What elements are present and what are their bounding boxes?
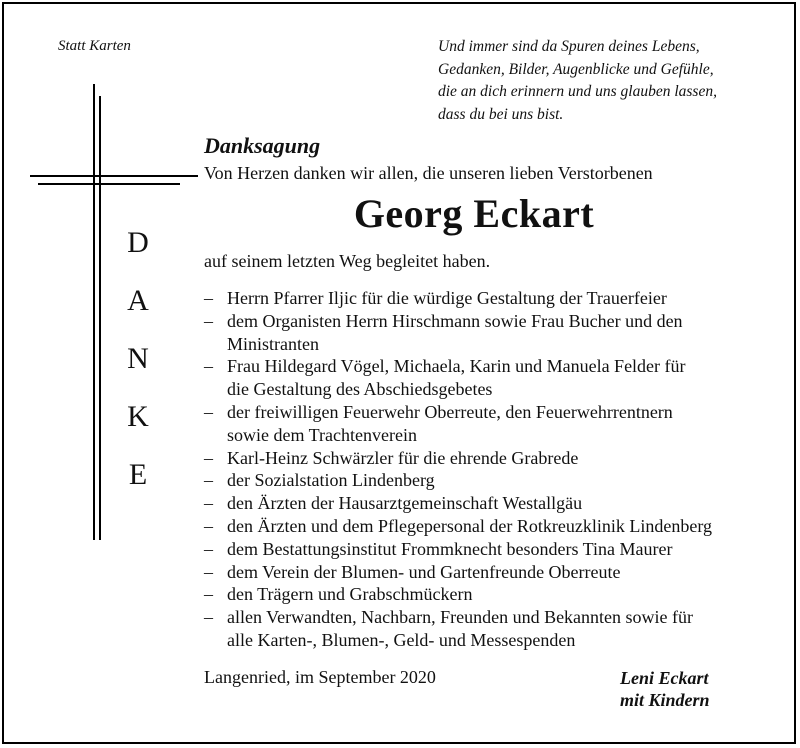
place-date: Langenried, im September 2020: [204, 667, 436, 687]
list-dash: –: [204, 607, 213, 628]
deceased-name: Georg Eckart: [353, 191, 595, 236]
list-dash: –: [204, 288, 213, 308]
poem: [438, 36, 717, 126]
poem-line: Und immer sind da Spuren deines Lebens,: [438, 38, 700, 55]
list-dash: –: [204, 561, 213, 582]
cross-horizontal-line: [38, 183, 180, 185]
list-dash: –: [204, 470, 213, 491]
list-item-line: Karl-Heinz Schwärzler für die ehrende Grabrede: [227, 447, 579, 468]
list-item: [204, 583, 774, 606]
list-item: [204, 447, 774, 470]
list-item-line: Herrn Pfarrer Iljic für die würdige Gestaltung der Trauerfeier: [227, 288, 667, 308]
list-item: [204, 492, 774, 515]
danke-letter: N: [127, 342, 149, 375]
list-item: [204, 538, 774, 561]
statt-karten-note: Statt Karten: [58, 38, 131, 54]
list-dash: –: [204, 447, 213, 468]
poem-line: die an dich erinnern und uns glauben lassen,: [438, 83, 717, 100]
list-item-line: den Trägern und Grabschmückern: [227, 584, 473, 605]
list-item: [204, 310, 774, 356]
list-item-line: der Sozialstation Lindenberg: [227, 470, 435, 491]
heading-danksagung: Danksagung: [204, 133, 321, 158]
list-item-line: sowie dem Trachtenverein: [227, 424, 417, 445]
cross-vertical-line: [93, 84, 95, 540]
cross-vertical-line: [99, 96, 101, 540]
list-item: [204, 606, 774, 652]
list-dash: –: [204, 538, 213, 559]
cross-horizontal-line: [30, 175, 198, 177]
list-item-line: den Ärzten der Hausarztgemeinschaft Westallgäu: [227, 493, 583, 514]
list-item-line: der freiwilligen Feuerwehr Oberreute, den Feuerwehrrentnern: [227, 401, 673, 422]
signature: [620, 667, 710, 711]
list-item-line: die Gestaltung des Abschiedsgebetes: [227, 379, 493, 400]
list-dash: –: [204, 515, 213, 536]
after-name-text: auf seinem letzten Weg begleitet haben.: [204, 251, 491, 271]
poem-line: Gedanken, Bilder, Augenblicke und Gefühle,: [438, 60, 714, 78]
list-item-line: Ministranten: [227, 333, 319, 354]
list-item-line: dem Bestattungsinstitut Frommknecht besonders Tina Maurer: [227, 538, 673, 559]
list-item-line: den Ärzten und dem Pflegepersonal der Rotkreuzklinik Lindenberg: [227, 515, 713, 536]
list-item: [204, 515, 774, 538]
list-dash: –: [204, 584, 213, 605]
list-item: [204, 401, 774, 447]
list-dash: –: [204, 356, 213, 377]
intro-text: Von Herzen danken wir allen, die unseren lieben Verstorbenen: [204, 163, 653, 183]
list-item: [204, 561, 774, 584]
list-item-line: Frau Hildegard Vögel, Michaela, Karin und Manuela Felder für: [227, 356, 686, 377]
signature-line: mit Kindern: [620, 690, 710, 710]
signature-line: Leni Eckart: [620, 668, 709, 688]
poem-line: dass du bei uns bist.: [438, 105, 564, 123]
list-dash: –: [204, 401, 213, 422]
list-item-line: dem Verein der Blumen- und Gartenfreunde Oberreute: [227, 561, 621, 582]
list-item-line: dem Organisten Herrn Hirschmann sowie Frau Bucher und den: [227, 310, 683, 331]
danke-letter: K: [127, 400, 149, 433]
danke-letter: E: [128, 458, 148, 491]
list-item: [204, 287, 774, 310]
danke-letter: A: [127, 284, 149, 317]
danke-letter: D: [127, 226, 149, 259]
list-item: [204, 355, 774, 401]
list-dash: –: [204, 310, 213, 331]
list-item: [204, 469, 774, 492]
thanks-list: [204, 287, 774, 652]
list-item-line: allen Verwandten, Nachbarn, Freunden und Bekannten sowie für: [227, 607, 694, 628]
list-dash: –: [204, 493, 213, 514]
list-item-line: alle Karten-, Blumen-, Geld- und Messespenden: [227, 629, 576, 650]
